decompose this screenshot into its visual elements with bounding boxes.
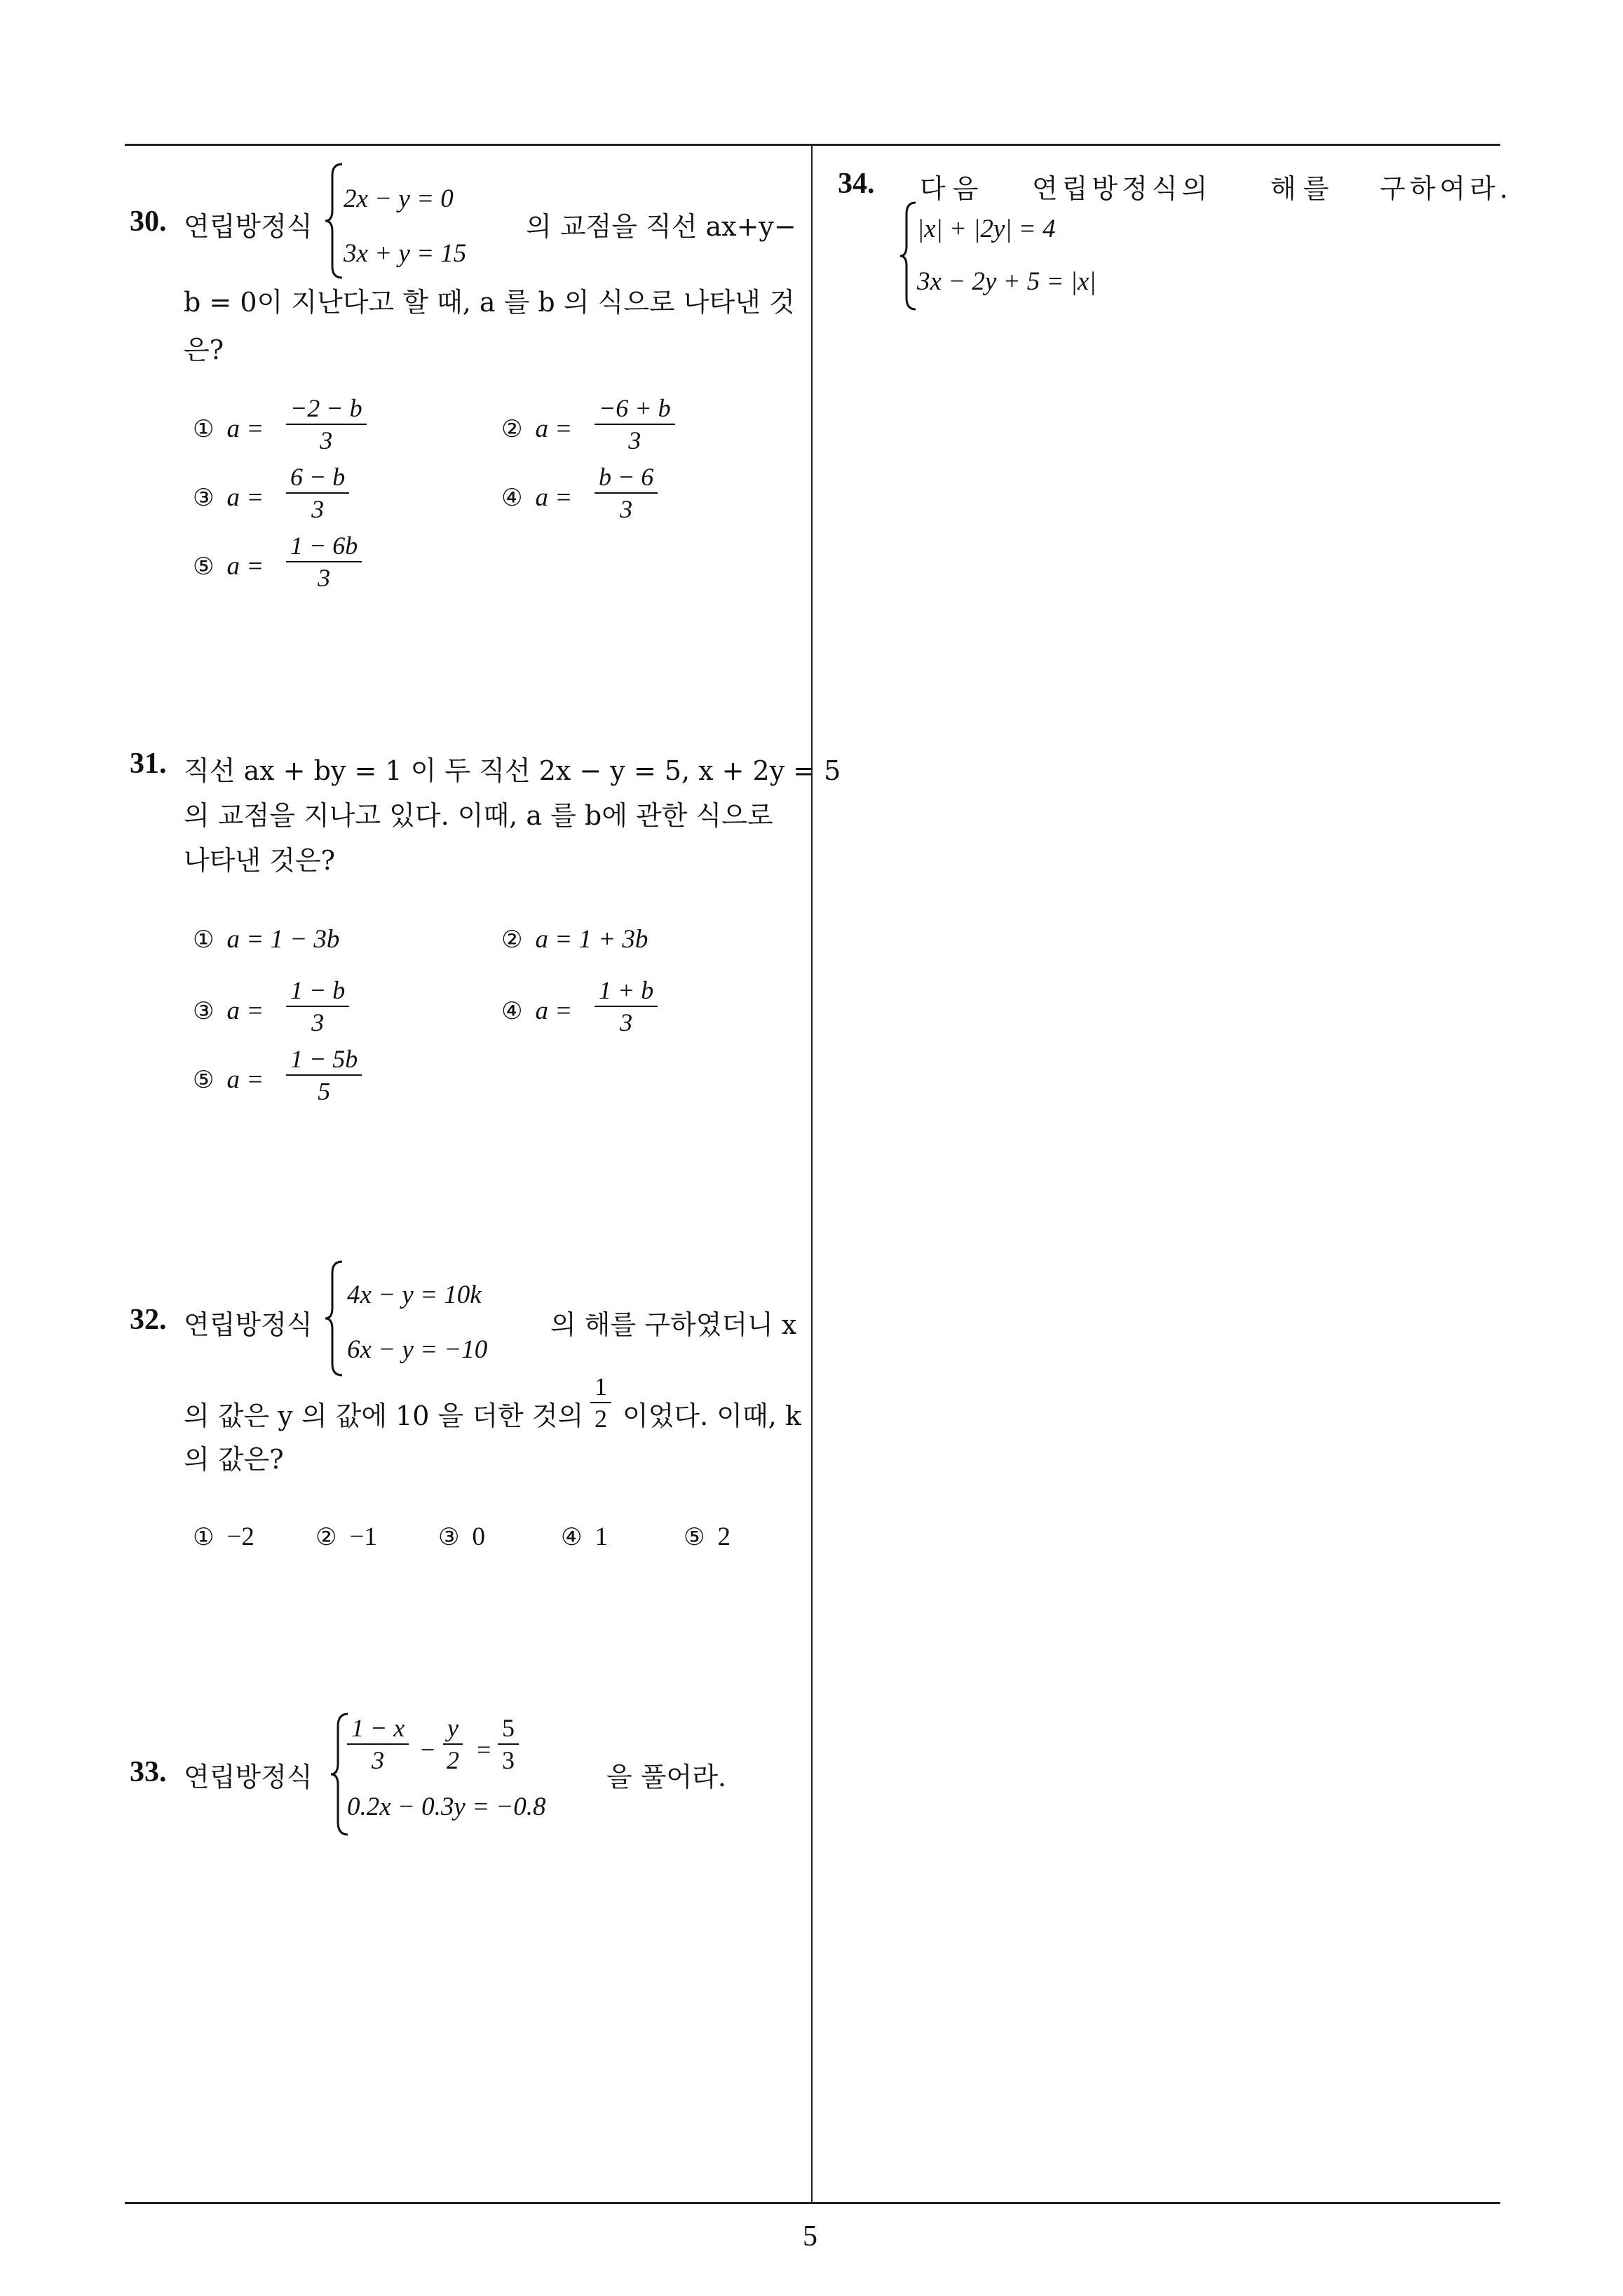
q34-word-2: 연립방정식의 bbox=[1032, 173, 1212, 204]
option-text: −2 bbox=[226, 1522, 254, 1551]
option-mark: ⑤ bbox=[193, 553, 215, 581]
option-mark: ① bbox=[193, 926, 215, 954]
option-mark: ④ bbox=[501, 484, 523, 512]
q34-word-1: 다음 bbox=[920, 173, 986, 204]
option-mark: ② bbox=[501, 415, 523, 443]
q34-brace bbox=[899, 200, 918, 312]
q30-text-after: 의 교점을 직선 ax+y− bbox=[526, 211, 796, 242]
q30-system-eq2: 3x + y = 15 bbox=[344, 239, 467, 268]
top-rule bbox=[125, 144, 1500, 146]
q32-system-eq2: 6x − y = −10 bbox=[347, 1335, 488, 1364]
q34-word-4: 구하여라. bbox=[1380, 173, 1512, 204]
q31-option-5[interactable] bbox=[193, 1065, 264, 1095]
q30-option-3[interactable] bbox=[193, 482, 264, 513]
option-lhs: a = bbox=[226, 552, 264, 581]
option-mark: ① bbox=[193, 1523, 215, 1551]
q33-number: 33. bbox=[130, 1756, 167, 1788]
fraction-denominator: 3 bbox=[311, 495, 325, 523]
q34-word-3: 해를 bbox=[1270, 173, 1336, 204]
fraction-numerator: 6 − b bbox=[290, 463, 346, 491]
page-number: 5 bbox=[803, 2220, 817, 2253]
q32-option-2[interactable] bbox=[315, 1522, 377, 1552]
q30-system-eq1: 2x − y = 0 bbox=[344, 184, 454, 213]
q30-option-5[interactable] bbox=[193, 551, 264, 581]
q30-option-2-fraction bbox=[595, 393, 675, 456]
q30-brace bbox=[324, 161, 345, 281]
q34-number: 34. bbox=[838, 168, 875, 200]
fraction-denominator: 3 bbox=[311, 1008, 325, 1036]
option-mark: ④ bbox=[501, 997, 523, 1025]
q30-option-2[interactable] bbox=[501, 414, 572, 444]
q31-line3: 나타낸 것은? bbox=[184, 845, 335, 876]
q31-line1: 직선 ax + by = 1 이 두 직선 2x − y = 5, x + 2y = 5 bbox=[184, 755, 841, 786]
option-mark: ① bbox=[193, 415, 215, 443]
q33-fraction-2 bbox=[443, 1713, 463, 1776]
option-mark: ⑤ bbox=[193, 1066, 215, 1094]
q32-text-after: 의 해를 구하였더니 x bbox=[550, 1309, 797, 1340]
option-lhs: a = bbox=[226, 414, 264, 443]
q31-option-5-fraction bbox=[286, 1044, 362, 1107]
q30-option-3-fraction bbox=[286, 461, 349, 525]
q31-option-4-fraction bbox=[595, 975, 658, 1038]
q31-line2: 의 교점을 지나고 있다. 이때, a 를 b에 관한 식으로 bbox=[184, 800, 773, 831]
q33-equals: = bbox=[477, 1736, 491, 1764]
q32-system-eq1: 4x − y = 10k bbox=[347, 1281, 482, 1309]
fraction-denominator: 3 bbox=[502, 1746, 515, 1774]
q30-option-5-fraction bbox=[286, 530, 362, 593]
option-mark: ② bbox=[315, 1523, 337, 1551]
q31-number: 31. bbox=[130, 748, 167, 780]
q31-option-3-fraction bbox=[286, 975, 349, 1038]
q33-system-eq2: 0.2x − 0.3y = −0.8 bbox=[347, 1792, 546, 1821]
q30-number: 30. bbox=[130, 205, 167, 238]
fraction-numerator: 1 − 5b bbox=[290, 1045, 358, 1073]
q32-brace bbox=[324, 1259, 345, 1378]
fraction-denominator: 3 bbox=[320, 426, 333, 454]
bottom-rule bbox=[125, 2202, 1500, 2204]
fraction-denominator: 3 bbox=[620, 1008, 633, 1036]
q32-option-4[interactable] bbox=[561, 1522, 608, 1552]
q30-option-1-fraction bbox=[286, 393, 367, 456]
option-mark: ③ bbox=[193, 997, 215, 1025]
q31-option-1[interactable] bbox=[193, 924, 339, 954]
option-lhs: a = bbox=[535, 414, 573, 443]
option-text: a = 1 − 3b bbox=[226, 925, 340, 954]
q30-lead: 연립방정식 bbox=[184, 211, 313, 242]
fraction-numerator: 5 bbox=[502, 1714, 515, 1742]
option-text: 1 bbox=[595, 1522, 608, 1551]
q33-fraction-1 bbox=[347, 1713, 409, 1776]
q33-lead: 연립방정식 bbox=[184, 1762, 313, 1792]
option-mark: ⑤ bbox=[684, 1523, 705, 1551]
option-mark: ④ bbox=[561, 1523, 583, 1551]
fraction-denominator: 3 bbox=[372, 1746, 385, 1774]
q32-line3: 의 값은? bbox=[184, 1444, 284, 1475]
q30-line2: b = 0이 지난다고 할 때, a 를 b 의 식으로 나타낸 것 bbox=[184, 287, 795, 318]
fraction-denominator: 3 bbox=[318, 564, 331, 592]
fraction-numerator: −2 − b bbox=[290, 394, 362, 422]
option-lhs: a = bbox=[535, 997, 573, 1025]
fraction-numerator: 1 − 6b bbox=[290, 532, 358, 560]
option-lhs: a = bbox=[226, 1065, 264, 1094]
option-lhs: a = bbox=[226, 997, 264, 1025]
q33-minus: − bbox=[421, 1736, 435, 1764]
q32-lead: 연립방정식 bbox=[184, 1309, 313, 1340]
fraction-numerator: 1 bbox=[595, 1372, 607, 1400]
q30-option-4-fraction bbox=[595, 461, 658, 525]
q32-option-5[interactable] bbox=[684, 1522, 731, 1552]
q32-option-1[interactable] bbox=[193, 1522, 254, 1552]
option-lhs: a = bbox=[226, 483, 264, 512]
option-text: 0 bbox=[472, 1522, 485, 1551]
q32-half-fraction bbox=[590, 1371, 611, 1434]
option-text: 2 bbox=[717, 1522, 731, 1551]
fraction-numerator: 1 + b bbox=[599, 976, 654, 1004]
option-mark: ③ bbox=[438, 1523, 460, 1551]
option-text: a = 1 + 3b bbox=[535, 925, 648, 954]
fraction-numerator: y bbox=[447, 1714, 459, 1742]
fraction-numerator: b − 6 bbox=[599, 463, 654, 491]
fraction-denominator: 5 bbox=[318, 1077, 331, 1105]
q32-line2-start: 의 값은 y 의 값에 10 을 더한 것의 bbox=[184, 1400, 584, 1431]
q32-number: 32. bbox=[130, 1304, 167, 1336]
q30-option-4[interactable] bbox=[501, 482, 572, 513]
q31-option-3[interactable] bbox=[193, 996, 264, 1026]
q31-option-2[interactable] bbox=[501, 924, 648, 954]
fraction-denominator: 3 bbox=[628, 426, 641, 454]
q32-line2-end: 이었다. 이때, k bbox=[623, 1400, 801, 1431]
fraction-numerator: −6 + b bbox=[599, 394, 671, 422]
fraction-numerator: 1 − b bbox=[290, 976, 346, 1004]
q34-system-eq1: |x| + |2y| = 4 bbox=[917, 215, 1056, 243]
fraction-denominator: 2 bbox=[446, 1746, 459, 1774]
q30-option-1[interactable] bbox=[193, 414, 264, 444]
q31-option-4[interactable] bbox=[501, 996, 572, 1026]
q33-fraction-3 bbox=[498, 1713, 519, 1776]
fraction-denominator: 2 bbox=[595, 1405, 607, 1433]
option-text: −1 bbox=[349, 1522, 377, 1551]
fraction-numerator: 1 − x bbox=[351, 1714, 405, 1742]
q32-option-3[interactable] bbox=[438, 1522, 485, 1552]
option-lhs: a = bbox=[535, 483, 573, 512]
column-divider bbox=[811, 145, 813, 2203]
q33-text-after: 을 풀어라. bbox=[606, 1762, 726, 1792]
fraction-denominator: 3 bbox=[620, 495, 633, 523]
q34-system-eq2: 3x − 2y + 5 = |x| bbox=[917, 267, 1096, 296]
option-mark: ② bbox=[501, 926, 523, 954]
q30-line3: 은? bbox=[184, 335, 224, 365]
option-mark: ③ bbox=[193, 484, 215, 512]
